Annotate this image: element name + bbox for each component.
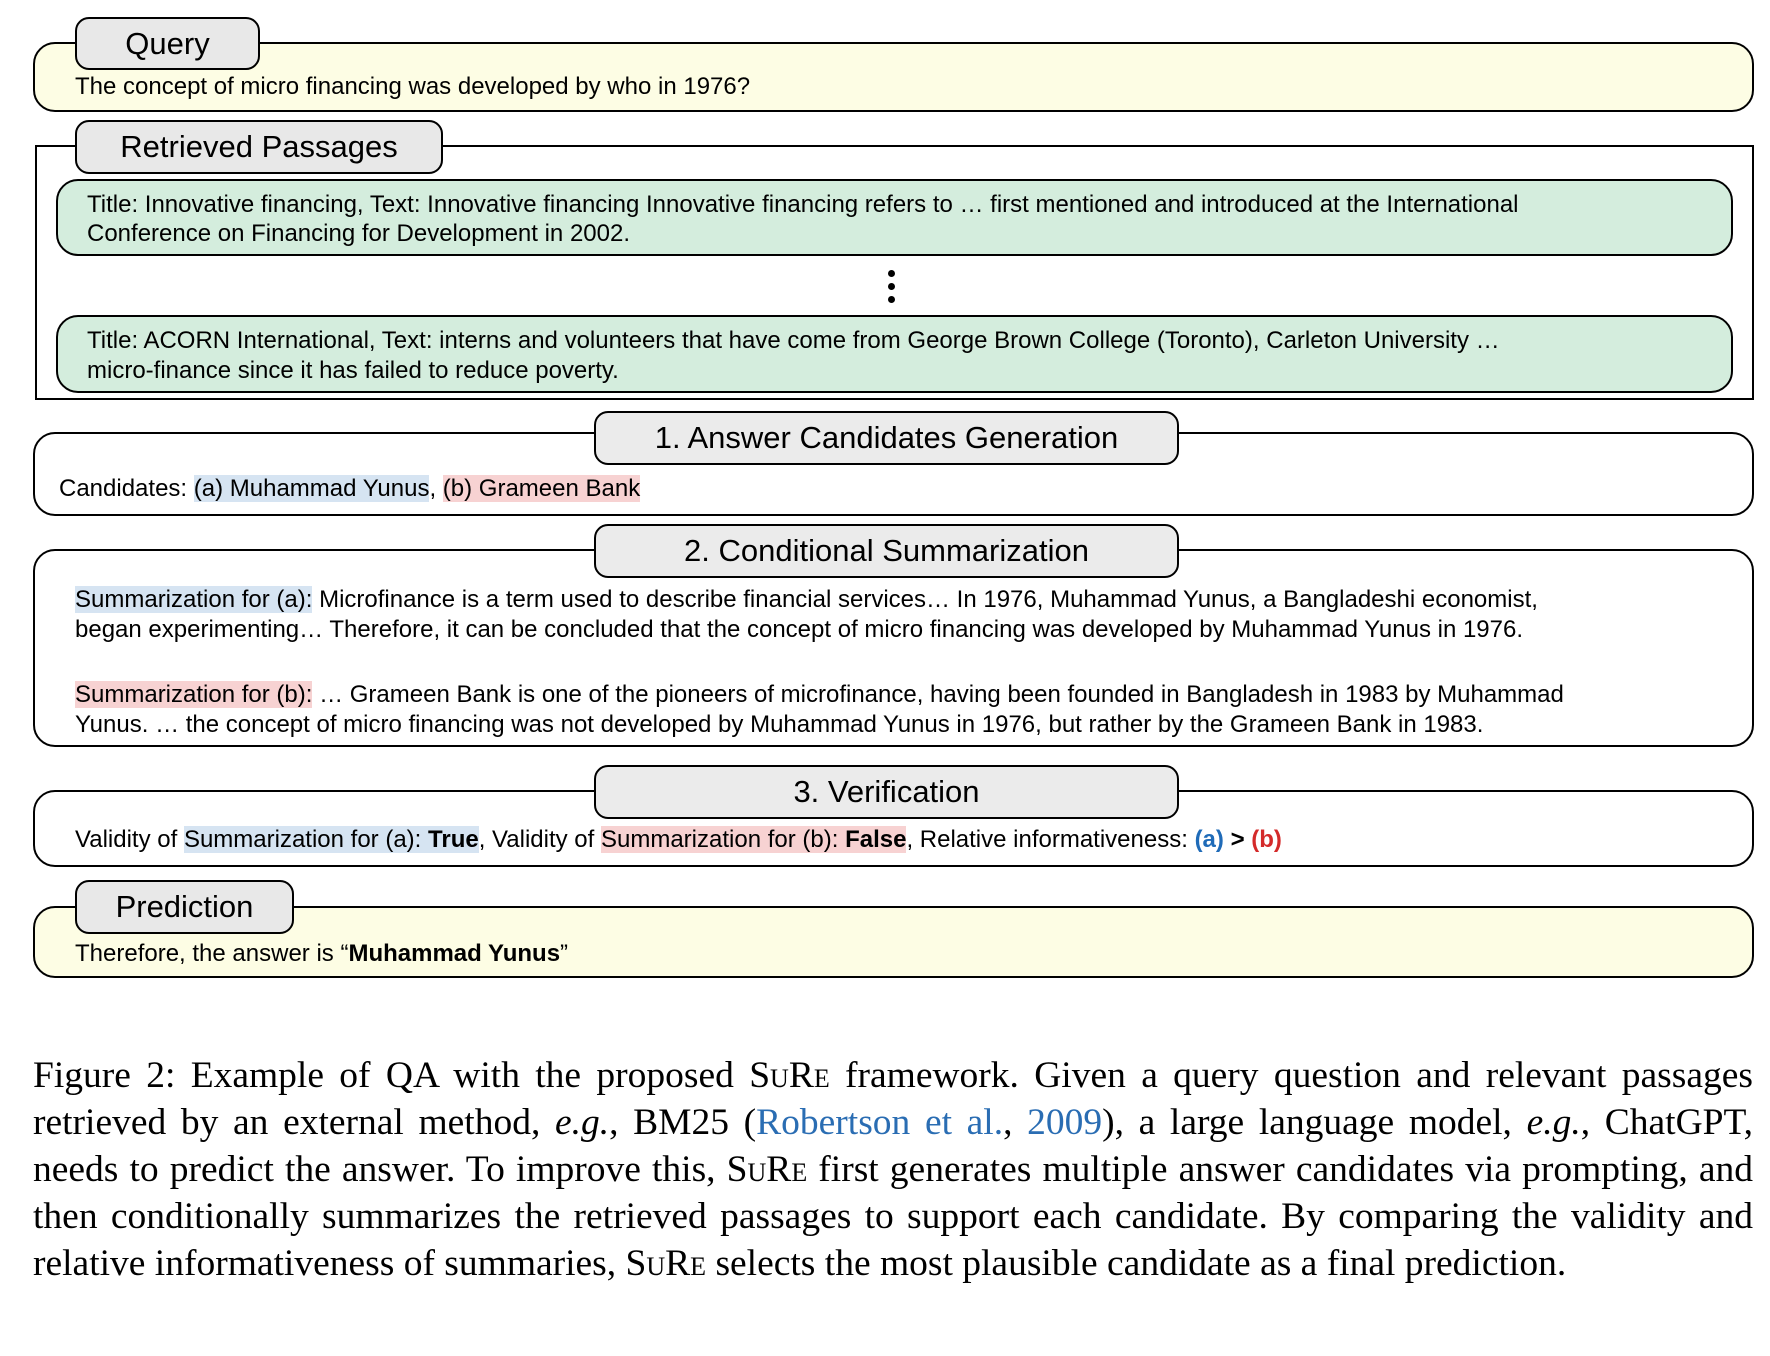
- summary-a-line-2: began experimenting… Therefore, it can be concluded that the concept of micro financing was developed by Muhammad Yunus in 1976.: [75, 616, 1524, 643]
- candidate-b: (b) Grameen Bank: [442, 475, 641, 502]
- conditional-summarization-tab: [594, 524, 1179, 578]
- candidate-a: (a) Muhammad Yunus: [193, 475, 430, 502]
- prediction-label: Prediction: [115, 889, 254, 924]
- answer-candidates-tab: [594, 411, 1179, 465]
- citation-year-link[interactable]: 2009: [1027, 1102, 1103, 1143]
- caption-part-4: ), a large language model,: [1102, 1102, 1527, 1143]
- prediction-tab: [75, 880, 294, 934]
- passage-2-line-1: Title: ACORN International, Text: interns and volunteers that have come from George Brown College (Toronto), Carleton University …: [87, 327, 1500, 354]
- caption-part-3: , BM25 (: [609, 1102, 757, 1143]
- verification-tab: [594, 765, 1179, 819]
- answer-candidates-label: 1. Answer Candidates Generation: [654, 420, 1119, 455]
- validity-of-a-text: Validity of: [75, 826, 184, 853]
- query-label: Query: [125, 25, 210, 61]
- caption-part-7: selects the most plausible candidate as a final prediction.: [706, 1243, 1567, 1284]
- prediction-prefix: Therefore, the answer is “: [75, 940, 349, 967]
- conditional-summarization-label: 2. Conditional Summarization: [684, 533, 1089, 568]
- query-text: The concept of micro financing was developed by who in 1976?: [75, 73, 751, 100]
- figure-caption: [33, 1052, 1753, 1287]
- summary-a-text-1: Microfinance is a term used to describe financial services… In 1976, Muhammad Yunus, a Bangladeshi economist,: [312, 586, 1538, 613]
- verification-summary-b: [601, 826, 906, 853]
- prediction-suffix: ”: [560, 940, 569, 967]
- summary-b-line-2: Yunus. … the concept of micro financing was not developed by Muhammad Yunus in 1976, but rather by the Grameen Bank in 1983.: [75, 711, 1484, 738]
- summary-b-text-1: … Grameen Bank is one of the pioneers of microfinance, having been founded in Bangladesh in 1983 by Muhammad: [312, 681, 1564, 708]
- caption-part-1: Figure 2: Example of QA with the proposed: [33, 1055, 750, 1096]
- caption-part-5: , ChatGPT, needs to predict the answer. To improve this,: [33, 1102, 1754, 1190]
- prediction-line: [75, 939, 568, 968]
- prediction-answer: Muhammad Yunus: [348, 940, 561, 967]
- candidates-prefix: Candidates:: [59, 475, 194, 502]
- query-tab: [75, 17, 260, 70]
- verification-false: False: [845, 826, 907, 853]
- validity-of-b-text: , Validity of: [478, 826, 601, 853]
- verification-summary-a: [184, 826, 479, 853]
- passage-1-line-1: Title: Innovative financing, Text: Innovative financing Innovative financing refers to … first mentioned and introduced at the International: [87, 191, 1519, 218]
- caption-sure-1: SuRe: [749, 1055, 830, 1096]
- relative-informativeness-text: , Relative informativeness:: [906, 826, 1195, 853]
- caption-eg-2: e.g.: [1526, 1102, 1581, 1143]
- summary-b-label: Summarization for (b):: [75, 681, 313, 708]
- retrieved-passages-label: Retrieved Passages: [120, 129, 398, 164]
- summary-a-line-1: [75, 585, 1538, 614]
- caption-sure-3: SuRe: [625, 1243, 707, 1284]
- caption-part-6: first generates multiple answer candidates via prompting, and then conditionally summarizes the retrieved passages to support each candidate. By comparing the validity and relative informativeness of summaries,: [33, 1149, 1753, 1284]
- ellipsis-vertical-icon: [888, 270, 896, 309]
- passage-2-line-2: micro-finance since it has failed to reduce poverty.: [87, 357, 619, 384]
- caption-eg-1: e.g.: [554, 1102, 610, 1143]
- candidates-line: [59, 474, 640, 503]
- citation-separator: ,: [1003, 1102, 1028, 1143]
- summary-a-label: Summarization for (a):: [75, 586, 313, 613]
- verification-true: True: [428, 826, 479, 853]
- rank-a: (a): [1194, 826, 1224, 853]
- citation-author-link[interactable]: Robertson et al.: [756, 1102, 1004, 1143]
- summary-b-line-1: [75, 680, 1564, 709]
- verification-label: 3. Verification: [793, 774, 980, 809]
- candidates-separator: ,: [429, 475, 443, 502]
- caption-sure-2: SuRe: [726, 1149, 808, 1190]
- rank-b: (b): [1251, 826, 1282, 853]
- verification-line: [75, 825, 1282, 854]
- retrieved-passages-tab: [75, 120, 443, 174]
- passage-1-line-2: Conference on Financing for Development in 2002.: [87, 220, 630, 247]
- verification-summary-b-label: Summarization for (b):: [600, 826, 846, 853]
- caption-part-2: framework. Given a query question and relevant passages retrieved by an external method,: [33, 1055, 1753, 1143]
- verification-summary-a-label: Summarization for (a):: [183, 826, 429, 853]
- greater-than: >: [1223, 826, 1252, 853]
